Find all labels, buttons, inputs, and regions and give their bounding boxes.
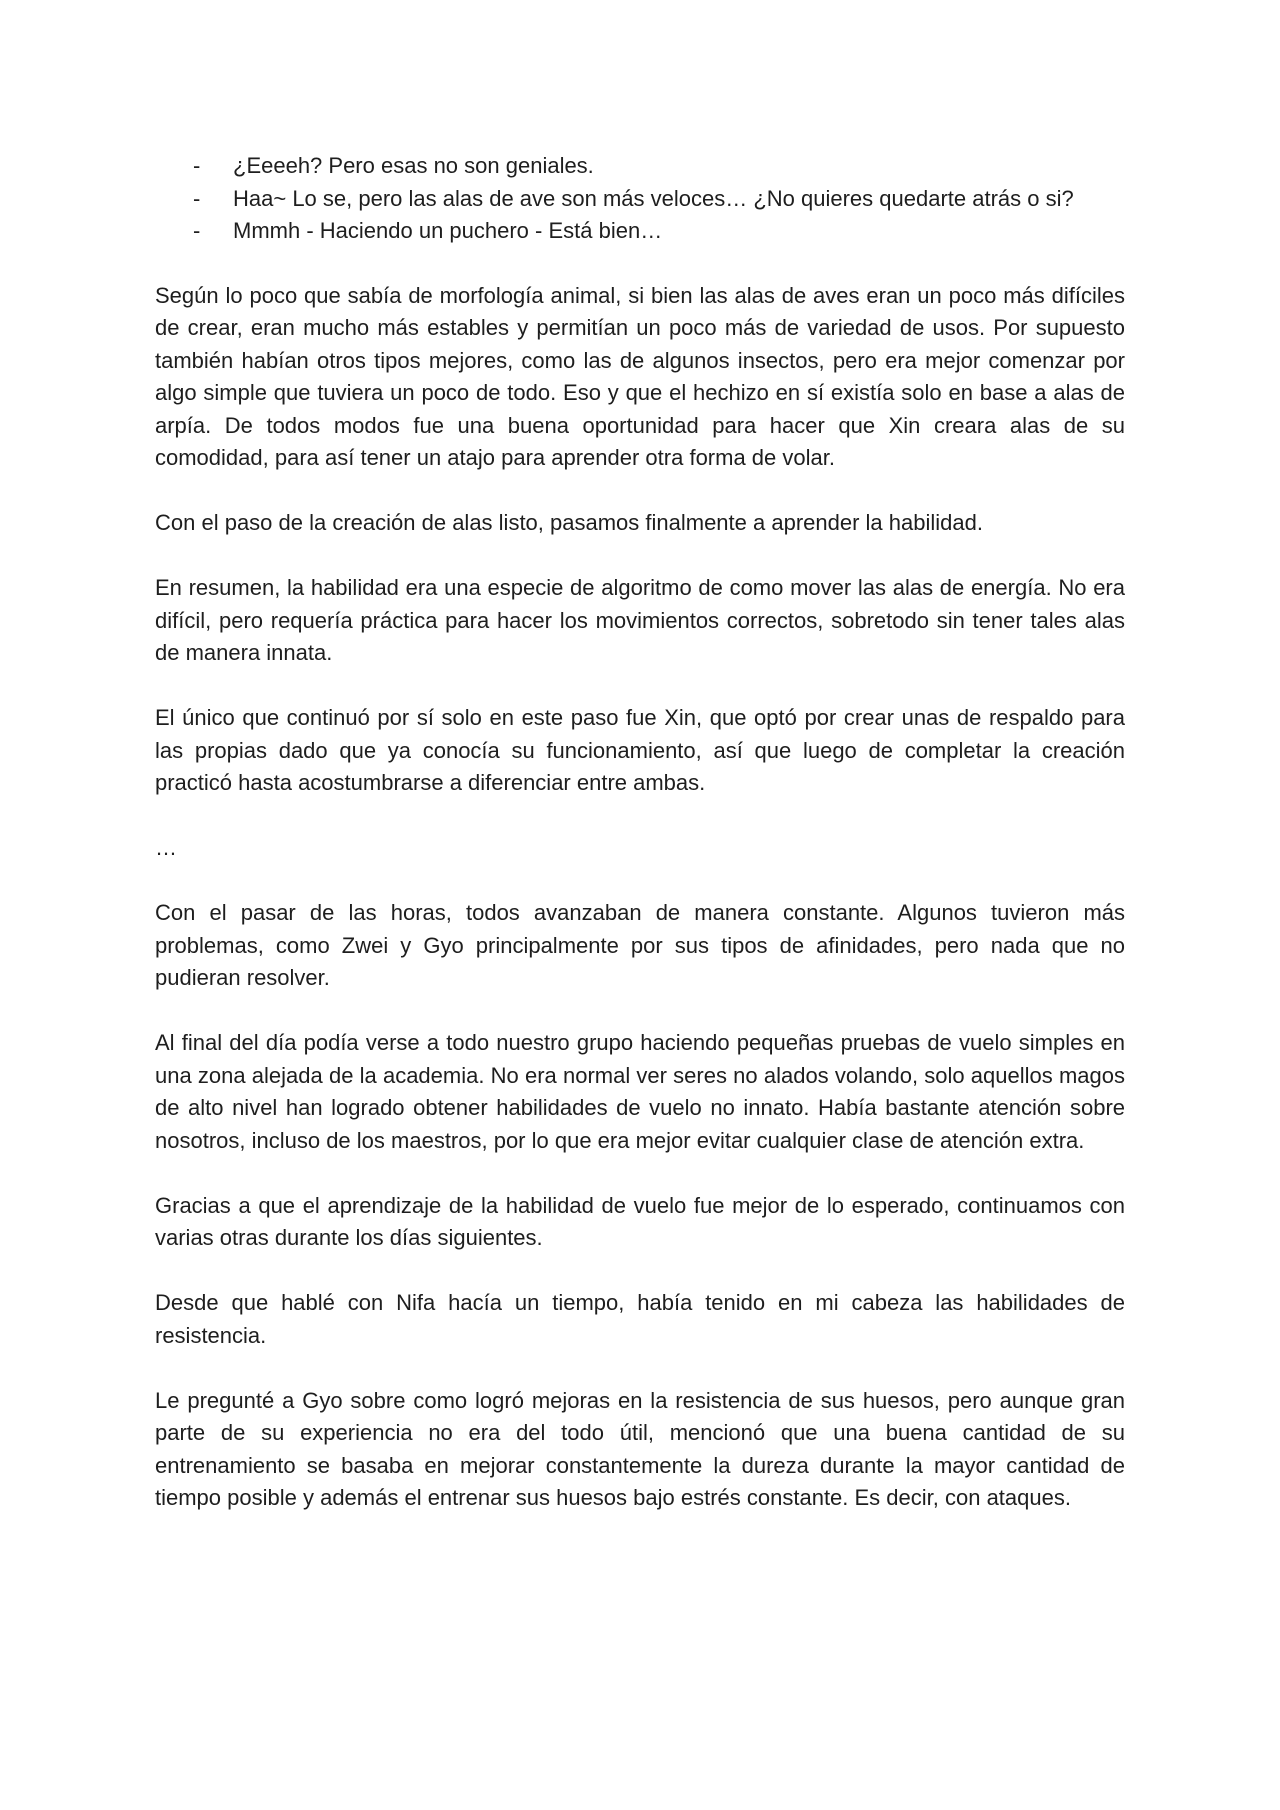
dialogue-text: Haa~ Lo se, pero las alas de ave son más veloces… ¿No quieres quedarte atrás o si? bbox=[233, 185, 1074, 211]
paragraph: Con el paso de la creación de alas listo, pasamos finalmente a aprender la habilidad. bbox=[155, 510, 983, 535]
paragraph: Desde que hablé con Nifa hacía un tiempo, había tenido en mi cabeza las habilidades de resistencia. bbox=[155, 1290, 1125, 1348]
dialogue-dash: - bbox=[193, 218, 201, 243]
dialogue-text: ¿Eeeeh? Pero esas no son geniales. bbox=[233, 153, 594, 178]
paragraph: En resumen, la habilidad era una especie de algoritmo de como mover las alas de energía. No era difícil, pero requería práctica para hacer los movimientos correctos, sobretodo sin tener tales alas de manera innata. bbox=[155, 575, 1125, 665]
paragraph: Le pregunté a Gyo sobre como logró mejoras en la resistencia de sus huesos, pero aunque gran parte de su experiencia no era del todo útil, mencionó que una buena cantidad de su entrenamiento se basaba en mejorar constantemente la dureza durante la mayor cantidad de tiempo posible y además el entrenar sus huesos bajo estrés constante. Es decir, con ataques. bbox=[155, 1387, 1125, 1510]
scene-break: … bbox=[155, 835, 177, 860]
dialogue-line bbox=[155, 150, 1125, 183]
paragraph: Al final del día podía verse a todo nuestro grupo haciendo pequeñas pruebas de vuelo simples en una zona alejada de la academia. No era normal ver seres no alados volando, solo aquellos magos de alto nivel han logrado obtener habilidades de vuelo no innato. Había bastante atención sobre nosotros, incluso de los maestros, por lo que era mejor evitar cualquier clase de atención extra. bbox=[155, 1030, 1125, 1153]
dialogue-text: Mmmh - Haciendo un puchero - Está bien… bbox=[233, 218, 663, 243]
dialogue-dash: - bbox=[193, 153, 201, 178]
dialogue-line bbox=[155, 215, 1125, 248]
document-page bbox=[155, 150, 1125, 1547]
dialogue-dash: - bbox=[193, 185, 201, 211]
paragraph: Con el pasar de las horas, todos avanzaban de manera constante. Algunos tuvieron más problemas, como Zwei y Gyo principalmente por sus tipos de afinidades, pero nada que no pudieran resolver. bbox=[155, 900, 1125, 990]
paragraph: El único que continuó por sí solo en este paso fue Xin, que optó por crear unas de respaldo para las propias dado que ya conocía su funcionamiento, así que luego de completar la creación practicó hasta acostumbrarse a diferenciar entre ambas. bbox=[155, 705, 1125, 795]
paragraph: Según lo poco que sabía de morfología animal, si bien las alas de aves eran un poco más difíciles de crear, eran mucho más estables y permitían un poco más de variedad de usos. Por supuesto también habían otros tipos mejores, como las de algunos insectos, pero era mejor comenzar por algo simple que tuviera un poco de todo. Eso y que el hechizo en sí existía solo en base a alas de arpía. De todos modos fue una buena oportunidad para hacer que Xin creara alas de su comodidad, para así tener un atajo para aprender otra forma de volar. bbox=[155, 282, 1125, 470]
dialogue-line bbox=[155, 183, 1125, 216]
paragraph: Gracias a que el aprendizaje de la habilidad de vuelo fue mejor de lo esperado, continuamos con varias otras durante los días siguientes. bbox=[155, 1192, 1125, 1250]
dialogue-list bbox=[155, 150, 1125, 248]
